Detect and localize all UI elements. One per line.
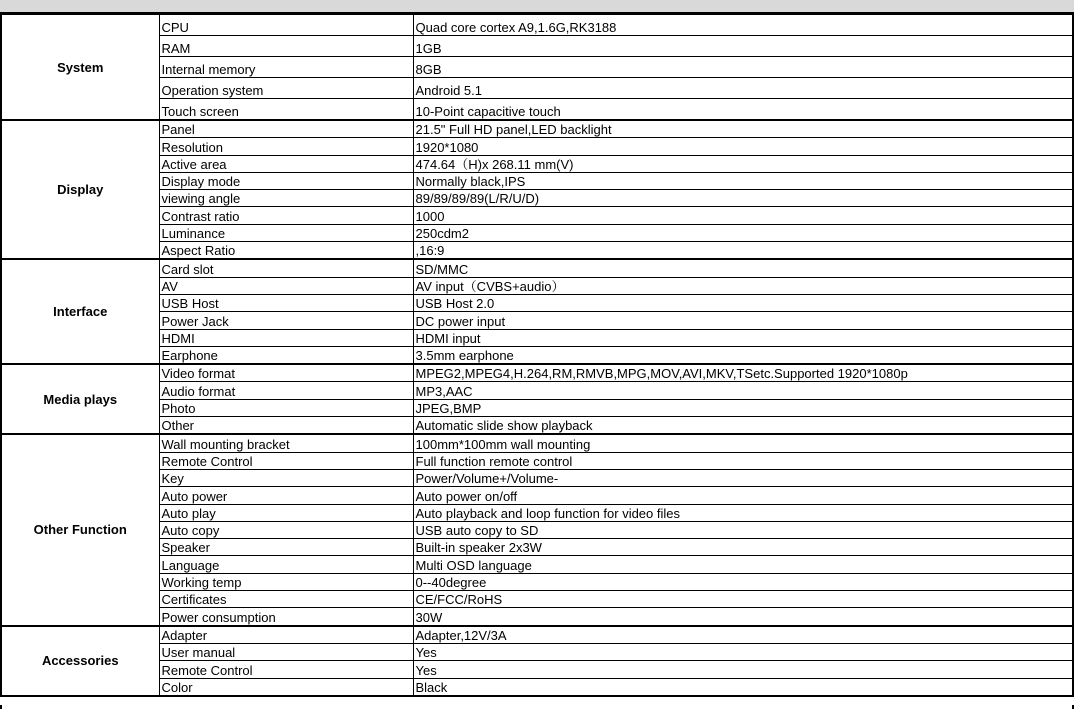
spec-value-cell: Power/Volume+/Volume- (413, 469, 1073, 486)
spec-value-cell: HDMI input (413, 329, 1073, 346)
spec-label-cell: Card slot (159, 259, 413, 277)
spec-value-cell: 3.5mm earphone (413, 346, 1073, 364)
spec-value-cell: 8GB (413, 57, 1073, 78)
spec-label-cell: Display mode (159, 172, 413, 189)
spec-label-cell: Active area (159, 155, 413, 172)
spec-value-cell: 10-Point capacitive touch (413, 99, 1073, 121)
table-row (1, 678, 1073, 696)
spec-label-cell: Operation system (159, 78, 413, 99)
spec-label-cell: Aspect Ratio (159, 242, 413, 260)
table-row (1, 294, 1073, 311)
spec-label-cell: Internal memory (159, 57, 413, 78)
spec-label-cell: Touch screen (159, 99, 413, 121)
spec-label-cell: AV (159, 277, 413, 294)
table-row (1, 591, 1073, 608)
table-row (1, 452, 1073, 469)
spec-value-cell: Yes (413, 661, 1073, 678)
category-cell: System (1, 15, 159, 121)
spec-value-cell: Built-in speaker 2x3W (413, 539, 1073, 556)
spec-label-cell: RAM (159, 36, 413, 57)
spec-label-cell: Auto copy (159, 521, 413, 538)
spec-label-cell: Power Jack (159, 312, 413, 329)
spec-label-cell: Language (159, 556, 413, 573)
table-row (1, 329, 1073, 346)
spec-value-cell: CE/FCC/RoHS (413, 591, 1073, 608)
spec-value-cell: Auto power on/off (413, 487, 1073, 504)
spec-value-cell: AV input（CVBS+audio） (413, 277, 1073, 294)
spec-value-cell: 474.64（H)x 268.11 mm(V) (413, 155, 1073, 172)
spec-label-cell: Key (159, 469, 413, 486)
spec-value-cell: Normally black,IPS (413, 172, 1073, 189)
spec-value-cell: MPEG2,MPEG4,H.264,RM,RMVB,MPG,MOV,AVI,MKV,TSetc.Supported 1920*1080p (413, 364, 1073, 382)
table-row (1, 521, 1073, 538)
spec-value-cell: Auto playback and loop function for video files (413, 504, 1073, 521)
spec-label-cell: USB Host (159, 294, 413, 311)
spec-label-cell: Color (159, 678, 413, 696)
spec-label-cell: Speaker (159, 539, 413, 556)
spec-label-cell: Luminance (159, 224, 413, 241)
spec-label-cell: HDMI (159, 329, 413, 346)
spec-label-cell: Remote Control (159, 452, 413, 469)
table-row (1, 312, 1073, 329)
category-cell: Display (1, 120, 159, 259)
spec-value-cell: 1920*1080 (413, 138, 1073, 155)
table-row (1, 277, 1073, 294)
table-row (1, 661, 1073, 678)
table-row (1, 259, 1073, 277)
table-row (1, 539, 1073, 556)
spec-value-cell: 1GB (413, 36, 1073, 57)
spec-value-cell: DC power input (413, 312, 1073, 329)
table-header-bar (0, 0, 1074, 14)
table-row (1, 626, 1073, 644)
spec-label-cell: Panel (159, 120, 413, 138)
spec-label-cell: Earphone (159, 346, 413, 364)
spec-value-cell: 0--40degree (413, 573, 1073, 590)
table-row (1, 434, 1073, 452)
spec-label-cell: Audio format (159, 382, 413, 399)
spec-label-cell: Adapter (159, 626, 413, 644)
table-row (1, 417, 1073, 435)
spec-label-cell: CPU (159, 15, 413, 36)
spec-label-cell: Resolution (159, 138, 413, 155)
table-row (1, 643, 1073, 660)
spec-value-cell: 250cdm2 (413, 224, 1073, 241)
spec-value-cell: 21.5" Full HD panel,LED backlight (413, 120, 1073, 138)
table-row (1, 382, 1073, 399)
category-cell: Media plays (1, 364, 159, 434)
spec-value-cell: 100mm*100mm wall mounting (413, 434, 1073, 452)
spec-value-cell: MP3,AAC (413, 382, 1073, 399)
spec-value-cell: 1000 (413, 207, 1073, 224)
spec-value-cell: Black (413, 678, 1073, 696)
spec-value-cell: SD/MMC (413, 259, 1073, 277)
spec-value-cell: 30W (413, 608, 1073, 626)
table-row (1, 608, 1073, 626)
spec-value-cell: Adapter,12V/3A (413, 626, 1073, 644)
spec-value-cell: Quad core cortex A9,1.6G,RK3188 (413, 15, 1073, 36)
spec-value-cell: Yes (413, 643, 1073, 660)
spec-value-cell: Multi OSD language (413, 556, 1073, 573)
spec-value-cell: Full function remote control (413, 452, 1073, 469)
spec-table (0, 14, 1074, 697)
spec-label-cell: Remote Control (159, 661, 413, 678)
spec-value-cell: Android 5.1 (413, 78, 1073, 99)
spec-value-cell: 89/89/89/89(L/R/U/D) (413, 190, 1073, 207)
table-row (1, 487, 1073, 504)
table-row (1, 556, 1073, 573)
table-row (1, 190, 1073, 207)
spec-label-cell: Photo (159, 399, 413, 416)
spec-label-cell: Contrast ratio (159, 207, 413, 224)
table-row (1, 172, 1073, 189)
spec-label-cell: Power consumption (159, 608, 413, 626)
spec-value-cell: ,16:9 (413, 242, 1073, 260)
spec-label-cell: viewing angle (159, 190, 413, 207)
table-row (1, 346, 1073, 364)
category-cell: Accessories (1, 626, 159, 696)
table-row (1, 399, 1073, 416)
category-cell: Other Function (1, 434, 159, 625)
spec-label-cell: Video format (159, 364, 413, 382)
spec-label-cell: Auto play (159, 504, 413, 521)
table-row (1, 36, 1073, 57)
table-row (1, 15, 1073, 36)
spec-label-cell: User manual (159, 643, 413, 660)
table-row (1, 99, 1073, 121)
table-row (1, 469, 1073, 486)
spec-label-cell: Certificates (159, 591, 413, 608)
table-bottom-edge (0, 705, 1074, 709)
table-row (1, 155, 1073, 172)
spec-label-cell: Wall mounting bracket (159, 434, 413, 452)
table-row (1, 504, 1073, 521)
table-row (1, 573, 1073, 590)
spec-value-cell: Automatic slide show playback (413, 417, 1073, 435)
table-row (1, 364, 1073, 382)
spec-label-cell: Other (159, 417, 413, 435)
table-row (1, 57, 1073, 78)
table-row (1, 224, 1073, 241)
spec-table-body (1, 15, 1073, 696)
table-row (1, 78, 1073, 99)
table-row (1, 242, 1073, 260)
category-cell: Interface (1, 259, 159, 364)
spec-label-cell: Working temp (159, 573, 413, 590)
spec-value-cell: USB Host 2.0 (413, 294, 1073, 311)
table-row (1, 138, 1073, 155)
spec-value-cell: USB auto copy to SD (413, 521, 1073, 538)
table-row (1, 120, 1073, 138)
spec-value-cell: JPEG,BMP (413, 399, 1073, 416)
spec-label-cell: Auto power (159, 487, 413, 504)
table-row (1, 207, 1073, 224)
